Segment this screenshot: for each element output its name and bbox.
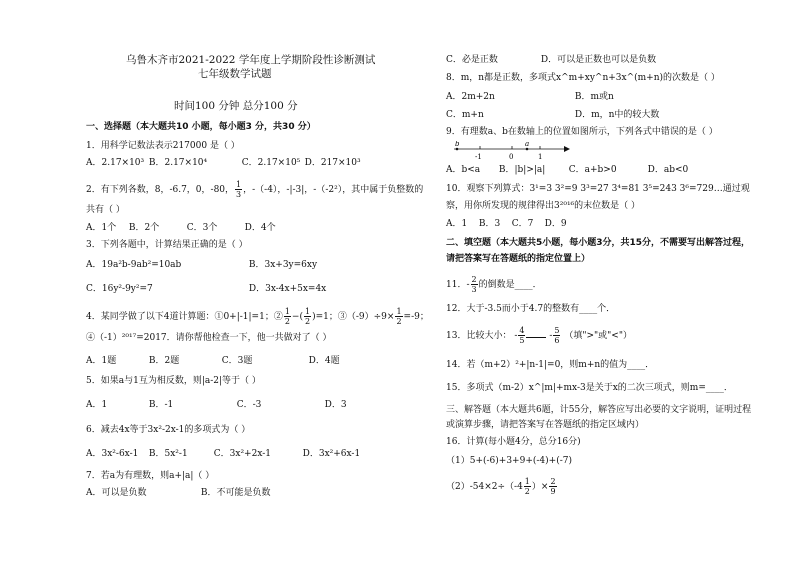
question-16-1: （1）5+(-6)+3+9+(-4)+(-7) bbox=[446, 456, 572, 466]
question-10-cont: 察，用你所发现的规律得出3²⁰¹⁶的末位数是（ ） bbox=[446, 201, 641, 211]
q4-option-b[interactable]: B．2题 bbox=[148, 356, 180, 366]
q7-option-c[interactable]: C．必是正数 bbox=[446, 55, 498, 65]
point-a bbox=[526, 148, 529, 151]
question-6: 6．减去4x等于3x²-2x-1的多项式为（ ） bbox=[86, 425, 251, 435]
question-2-tail: 共有（ ） bbox=[86, 205, 125, 215]
section-answer-heading: 三、解答题（本大题共6题，计55分，解答应写出必要的文字说明，证明过程 bbox=[446, 405, 752, 415]
question-10-options bbox=[446, 219, 567, 230]
exam-subtitle: 七年级数学试题 bbox=[198, 68, 272, 80]
q5-option-b[interactable]: B．-1 bbox=[148, 400, 174, 410]
q4-option-c[interactable]: C．3题 bbox=[221, 356, 253, 366]
q10-option-a[interactable]: A．1 bbox=[446, 219, 468, 229]
time-score: 时间100 分钟 总分100 分 bbox=[174, 100, 298, 112]
section-fill-heading: 二、填空题（本大题共5小题，每小题3分，共15分，不需要写出解答过程， bbox=[446, 238, 751, 248]
label-zero: 0 bbox=[509, 153, 514, 161]
q6-option-c[interactable]: C．3x²+2x-1 bbox=[213, 449, 271, 459]
question-4: 4．某同学做了以下4道计算题：①0+|-1|=1；② $\frac{1}{2}$ −( $\frac{1}{2}$ )=1；③（-9）÷9× $\frac{1}{2}$ =-9； bbox=[86, 307, 429, 326]
q1-option-c[interactable]: C．2.17×10⁵ bbox=[241, 158, 301, 168]
q11-fraction: $\frac{2}{3}$ bbox=[471, 275, 477, 294]
question-5: 5．如果a与1互为相反数，则|a-2|等于（ ） bbox=[86, 376, 261, 386]
q3-option-c[interactable]: C．16y²-9y²=7 bbox=[86, 284, 153, 294]
question-9: 9．有理数a、b在数轴上的位置如图所示，下列各式中错误的是（ ） bbox=[446, 127, 718, 137]
q2-option-d[interactable]: D．4个 bbox=[244, 223, 276, 233]
q6-option-a[interactable]: A．3x²-6x-1 bbox=[86, 449, 139, 459]
question-7: 7．若a为有理数，则a+|a|（ ） bbox=[86, 471, 215, 481]
q7-option-a[interactable]: A．可以是负数 bbox=[86, 488, 147, 498]
question-8-options-row2 bbox=[446, 110, 659, 121]
q10-option-d[interactable]: D．9 bbox=[544, 219, 567, 229]
q3-option-d[interactable]: D．3x-4x+5x=4x bbox=[248, 284, 327, 294]
question-9-options bbox=[446, 165, 688, 176]
q1-option-b[interactable]: B．2.17×10⁴ bbox=[148, 158, 208, 168]
q5-option-d[interactable]: D．3 bbox=[324, 400, 347, 410]
q6-option-d[interactable]: D．3x²+6x-1 bbox=[302, 449, 361, 459]
section-fill-heading-cont: 请把答案写在答题纸的指定位置上） bbox=[446, 254, 591, 264]
q9-option-a[interactable]: A．b<a bbox=[446, 165, 481, 175]
question-2: 2．有下列各数，8，-6.7，0，-80， $\frac{1}{3}$ ，-（-4），-|-3|，-（-2²），其中属于负整数的 bbox=[86, 180, 424, 199]
question-16-2: （2）-54×2÷（-4 $\frac{1}{2}$ ）× $\frac{2}{9}$ bbox=[446, 477, 556, 496]
question-7-options bbox=[86, 488, 271, 499]
question-10: 10．观察下列算式：3¹=3 3²=9 3³=27 3⁴=81 3⁵=243 3⁶=729…通过观 bbox=[446, 184, 750, 194]
question-12: 12．大于-3.5而小于4.7的整数有____个． bbox=[446, 304, 616, 314]
q13-fraction-2: $\frac{5}{6}$ bbox=[554, 326, 560, 345]
question-14: 14．若（m+2）²+|n-1|=0，则m+n的值为____． bbox=[446, 360, 655, 370]
q2-option-b[interactable]: B．2个 bbox=[128, 223, 160, 233]
q4-option-a[interactable]: A．1题 bbox=[86, 356, 117, 366]
q2-option-a[interactable]: A．1个 bbox=[86, 223, 117, 233]
q5-option-a[interactable]: A．1 bbox=[86, 400, 108, 410]
section-choice-heading: 一、选择题（本大题共10 小题，每小题3 分，共30 分） bbox=[86, 122, 316, 132]
q4-fraction-3: $\frac{1}{2}$ bbox=[396, 307, 402, 326]
q8-option-c[interactable]: C．m+n bbox=[446, 110, 484, 120]
q5-option-c[interactable]: C．-3 bbox=[236, 400, 262, 410]
q3-option-a[interactable]: A．19a²b-9ab²=10ab bbox=[86, 260, 182, 270]
q6-option-b[interactable]: B．5x²-1 bbox=[148, 449, 188, 459]
point-b bbox=[456, 148, 459, 151]
number-line bbox=[452, 141, 572, 163]
number-line-arrow bbox=[564, 146, 570, 152]
question-8: 8．m，n都是正数，多项式x^m+xy^n+3x^(m+n)的次数是（ ） bbox=[446, 73, 720, 83]
question-11: 11．- $\frac{2}{3}$ 的倒数是____． bbox=[446, 275, 542, 294]
q10-option-b[interactable]: B．3 bbox=[478, 219, 501, 229]
question-2-options bbox=[86, 223, 276, 234]
question-13: 13．比较大小： - $\frac{4}{5}$ - $\frac{5}{6}$ （填">"或"<"） bbox=[446, 326, 632, 345]
q3-option-b[interactable]: B．3x+3y=6xy bbox=[248, 260, 318, 270]
question-16: 16．计算(每小题4分，总分16分) bbox=[446, 437, 581, 447]
question-7-options-cont bbox=[446, 55, 656, 66]
question-8-options-row1 bbox=[446, 92, 614, 103]
question-4-options bbox=[86, 356, 340, 367]
question-4-cont: ④（-1）²⁰¹⁷=2017．请你帮他检查一下，他一共做对了（ ） bbox=[86, 333, 332, 343]
right-column bbox=[446, 0, 794, 561]
question-6-options bbox=[86, 449, 360, 460]
label-minus-one: -1 bbox=[475, 153, 482, 161]
q4-option-d[interactable]: D．4题 bbox=[308, 356, 340, 366]
q2-fraction: $\frac{1}{3}$ bbox=[236, 180, 242, 199]
label-one: 1 bbox=[538, 153, 543, 161]
q9-option-d[interactable]: D．ab<0 bbox=[647, 165, 689, 175]
exam-title: 乌鲁木齐市2021-2022 学年度上学期阶段性诊断测试 bbox=[126, 54, 376, 66]
q2-option-c[interactable]: C．3个 bbox=[186, 223, 218, 233]
q9-option-c[interactable]: C．a+b>0 bbox=[568, 165, 617, 175]
q1-option-a[interactable]: A．2.17×10³ bbox=[86, 158, 145, 168]
q10-option-c[interactable]: C．7 bbox=[511, 219, 534, 229]
q8-option-d[interactable]: D．m，n中的较大数 bbox=[574, 110, 660, 120]
question-15: 15．多项式（m-2）x^|m|+mx-3是关于x的二次三项式，则m=____． bbox=[446, 383, 733, 393]
q8-option-a[interactable]: A．2m+2n bbox=[446, 92, 495, 102]
q4-fraction-2: $\frac{1}{2}$ bbox=[304, 307, 311, 326]
question-3-options-row2 bbox=[86, 284, 326, 295]
q13-fraction-1: $\frac{4}{5}$ bbox=[519, 326, 525, 345]
label-b: b bbox=[455, 141, 460, 148]
q8-option-b[interactable]: B．m或n bbox=[574, 92, 614, 102]
q7-option-d[interactable]: D．可以是正数也可以是负数 bbox=[540, 55, 657, 65]
q7-option-b[interactable]: B．不可能是负数 bbox=[200, 488, 271, 498]
section-answer-heading-cont: 或演算步骤，请把答案写在答题纸的指定区域内） bbox=[446, 420, 645, 430]
question-5-options bbox=[86, 400, 347, 411]
question-3: 3．下列各题中，计算结果正确的是（ ） bbox=[86, 240, 248, 250]
question-1-options bbox=[86, 158, 361, 169]
q16-fraction-2: $\frac{2}{9}$ bbox=[550, 477, 556, 496]
label-a: a bbox=[525, 141, 530, 148]
q16-fraction-1: $\frac{1}{2}$ bbox=[524, 477, 530, 496]
question-3-options-row1 bbox=[86, 260, 317, 271]
q1-option-d[interactable]: D．217×10³ bbox=[304, 158, 361, 168]
q9-option-b[interactable]: B．|b|>|a| bbox=[498, 165, 546, 175]
left-column bbox=[86, 0, 436, 561]
question-1: 1．用科学记数法表示217000 是（ ） bbox=[86, 141, 240, 151]
q4-fraction-1: $\frac{1}{2}$ bbox=[284, 307, 290, 326]
